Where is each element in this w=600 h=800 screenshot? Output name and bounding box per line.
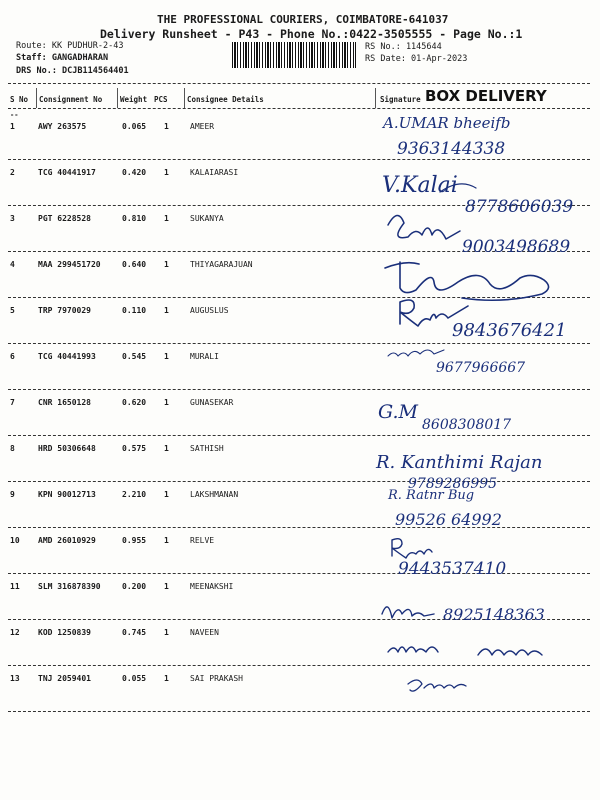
row-pcs: 1 <box>164 490 169 499</box>
row-consignment: TRP 7970029 <box>38 306 91 315</box>
sig-1-phone: 9363144338 <box>397 139 506 159</box>
sig-6-scribble <box>388 350 444 356</box>
sig-10-scribble <box>392 539 432 558</box>
row-weight: 0.955 <box>122 536 147 545</box>
row-consignee: SUKANYA <box>190 214 224 223</box>
row-weight: 0.065 <box>122 122 147 131</box>
sig-7-phone: 8608308017 <box>422 417 512 433</box>
row-consignment: TCG 40441993 <box>38 352 96 361</box>
drs-number: DRS No.: DCJB114564401 <box>16 66 129 76</box>
row-sno: 1 <box>10 122 15 131</box>
row-consignee: SATHISH <box>190 444 224 453</box>
row-pcs: 1 <box>164 306 169 315</box>
rs-date: RS Date: 01-Apr-2023 <box>365 54 468 64</box>
col-sno: S No <box>10 95 29 104</box>
row-consignment: AMD 26010929 <box>38 536 96 545</box>
row-pcs: 1 <box>164 674 169 683</box>
row-sno: 6 <box>10 352 15 361</box>
sig-13-scribble <box>408 680 466 691</box>
row-weight: 0.200 <box>122 582 147 591</box>
row-pcs: 1 <box>164 398 169 407</box>
row-sno: 11 <box>10 582 20 591</box>
sig-3-scribble <box>388 215 460 239</box>
row-sno: 3 <box>10 214 15 223</box>
sig-11-phone: 8925148363 <box>443 605 545 624</box>
dash-mark: -- <box>10 111 19 119</box>
sig-9-name: R. Ratnr Bug <box>388 488 475 503</box>
row-pcs: 1 <box>164 628 169 637</box>
row-sno: 4 <box>10 260 15 269</box>
row-consignee: AUGUSLUS <box>190 306 229 315</box>
col-weight: Weight <box>120 95 148 104</box>
row-consignment: KOD 1250839 <box>38 628 91 637</box>
row-weight: 0.620 <box>122 398 147 407</box>
row-weight: 0.745 <box>122 628 147 637</box>
row-sno: 12 <box>10 628 20 637</box>
staff-label: Staff: GANGADHARAN <box>16 53 109 63</box>
sig-4-scribble <box>385 262 549 300</box>
sig-5-phone: 9843676421 <box>452 320 567 341</box>
row-pcs: 1 <box>164 168 169 177</box>
row-consignee: RELVE <box>190 536 215 545</box>
row-consignment: CNR 1650128 <box>38 398 91 407</box>
row-weight: 0.575 <box>122 444 147 453</box>
row-pcs: 1 <box>164 122 169 131</box>
col-consignee: Consignee Details <box>187 95 264 104</box>
row-consignment: PGT 6228528 <box>38 214 91 223</box>
sig-2-phone: 8778606039 <box>465 197 574 217</box>
row-consignment: MAA 299451720 <box>38 260 101 269</box>
row-weight: 0.640 <box>122 260 147 269</box>
row-consignment: TCG 40441917 <box>38 168 96 177</box>
row-consignment: TNJ 2059401 <box>38 674 91 683</box>
sig-12-scribble <box>388 647 542 655</box>
row-sno: 9 <box>10 490 15 499</box>
row-consignee: LAKSHMANAN <box>190 490 239 499</box>
runsheet-title: Delivery Runsheet - P43 - Phone No.:0422-3505555 - Page No.:1 <box>100 27 523 41</box>
row-pcs: 1 <box>164 582 169 591</box>
route-label: Route: KK PUDHUR-2-43 <box>16 41 124 51</box>
sig-10-phone: 9443537410 <box>398 559 507 579</box>
row-consignment: HRD 50306648 <box>38 444 96 453</box>
row-sno: 10 <box>10 536 20 545</box>
row-sno: 8 <box>10 444 15 453</box>
row-sno: 7 <box>10 398 15 407</box>
row-consignee: GUNASEKAR <box>190 398 234 407</box>
row-sno: 13 <box>10 674 20 683</box>
row-consignee: MEENAKSHI <box>190 582 234 591</box>
row-weight: 0.810 <box>122 214 147 223</box>
row-weight: 0.055 <box>122 674 147 683</box>
row-weight: 0.545 <box>122 352 147 361</box>
row-pcs: 1 <box>164 536 169 545</box>
row-weight: 0.420 <box>122 168 147 177</box>
row-weight: 2.210 <box>122 490 147 499</box>
row-consignment: KPN 90012713 <box>38 490 96 499</box>
row-consignee: NAVEEN <box>190 628 219 637</box>
row-sno: 2 <box>10 168 15 177</box>
row-pcs: 1 <box>164 352 169 361</box>
row-pcs: 1 <box>164 444 169 453</box>
sig-11-scribble <box>382 607 434 618</box>
row-weight: 0.110 <box>122 306 147 315</box>
col-pcs: PCS <box>154 95 168 104</box>
row-pcs: 1 <box>164 260 169 269</box>
sig-6-phone: 9677966667 <box>436 360 526 376</box>
row-consignee: KALAIARASI <box>190 168 239 177</box>
col-consignment: Consignment No <box>39 95 103 104</box>
rs-number: RS No.: 1145644 <box>365 42 442 52</box>
row-pcs: 1 <box>164 214 169 223</box>
row-sno: 5 <box>10 306 15 315</box>
sig-2-name: V.Kalai <box>382 173 458 198</box>
sig-8-phone: 9789286995 <box>408 476 498 492</box>
row-consignee: AMEER <box>190 122 215 131</box>
box-delivery-stamp: BOX DELIVERY <box>425 87 547 105</box>
sig-9-phone: 99526 64992 <box>395 510 502 529</box>
row-consignment: AWY 263575 <box>38 122 87 131</box>
sig-1-name: A.UMAR bheeifb <box>383 114 511 132</box>
row-consignee: SAI PRAKASH <box>190 674 243 683</box>
row-consignment: SLM 316878390 <box>38 582 101 591</box>
row-consignee: THIYAGARAJUAN <box>190 260 253 269</box>
sig-8-name: R. Kanthimi Rajan <box>376 452 543 473</box>
row-consignee: MURALI <box>190 352 219 361</box>
company-title: THE PROFESSIONAL COURIERS, COIMBATORE-641037 <box>157 13 449 26</box>
col-signature: Signature <box>380 95 421 104</box>
sig-7-name: G.M <box>378 401 418 423</box>
sig-3-phone: 9003498689 <box>462 237 571 257</box>
